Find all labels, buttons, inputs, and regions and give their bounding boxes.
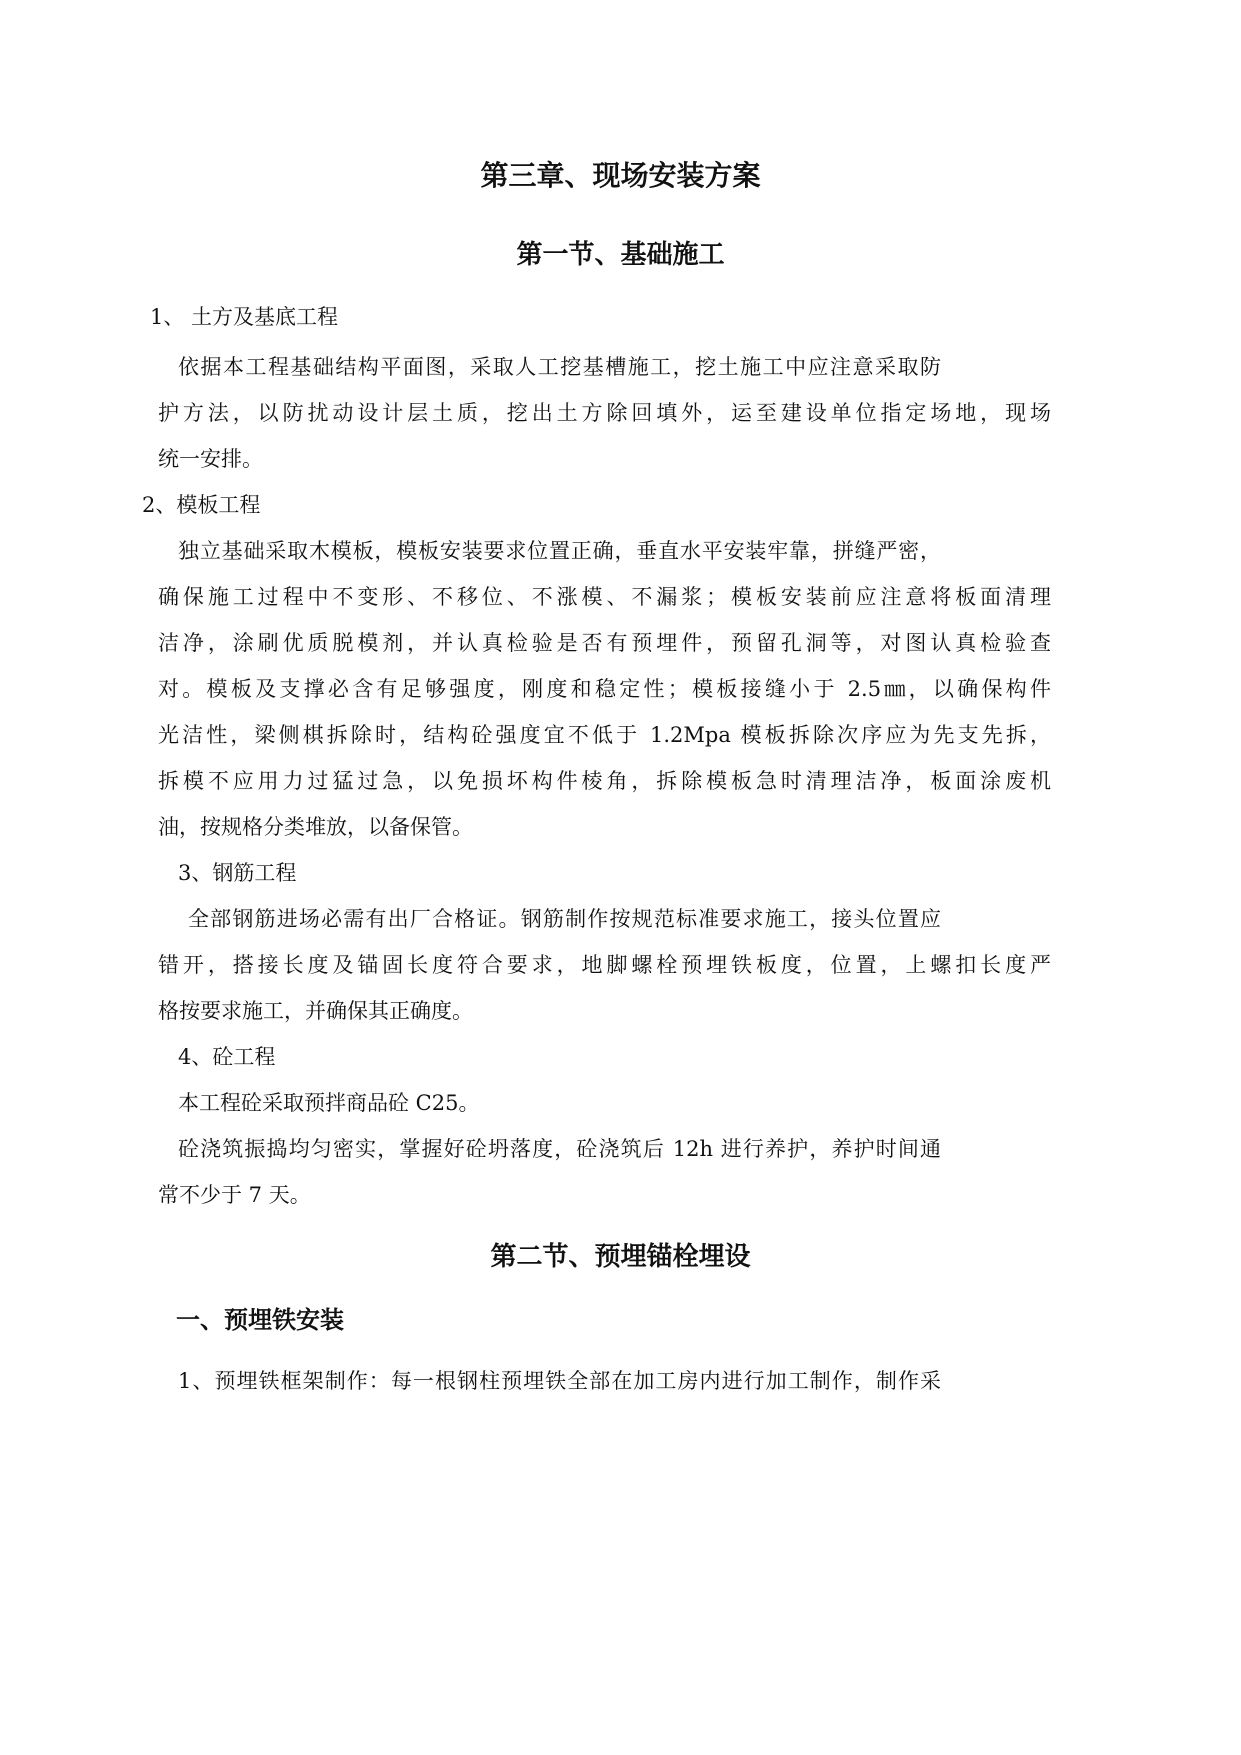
chapter-title: 第三章、现场安装方案 [480,159,761,192]
item-2-line-5: 光洁性，梁侧棋拆除时，结构砼强度宜不低于 1.2Mpa 模板拆除次序应为先支先拆， [158,723,1051,747]
section-1-title: 第一节、基础施工 [516,240,725,270]
item-3-line-2: 错开，搭接长度及锚固长度符合要求，地脚螺栓预埋铁板度，位置，上螺扣长度严 [158,953,1051,977]
item-2-line-4: 对。模板及支撑必含有足够强度，刚度和稳定性；模板接缝小于 2.5㎜，以确保构件 [158,677,1051,701]
item-1-line-1: 依据本工程基础结构平面图，采取人工挖基槽施工，挖土施工中应注意采取防 [178,355,941,379]
item-4-line-3: 常不少于 7 天。 [158,1183,311,1207]
item-2-line-7: 油，按规格分类堆放，以备保管。 [158,815,473,839]
item-4-line-2: 砼浇筑振捣均匀密实，掌握好砼坍落度，砼浇筑后 12h 进行养护，养护时间通 [178,1137,941,1161]
section-2-title: 第二节、预埋锚栓埋设 [490,1242,751,1272]
item-4-heading: 4、砼工程 [178,1045,276,1069]
item-1-line-3: 统一安排。 [158,447,263,471]
subsection-1-line-1: 1、预埋铁框架制作：每一根钢柱预埋铁全部在加工房内进行加工制作，制作采 [178,1369,941,1393]
item-2-line-3: 洁净，涂刷优质脱模剂，并认真检验是否有预埋件，预留孔洞等，对图认真检验查 [158,631,1051,655]
item-4-line-1: 本工程砼采取预拌商品砼 C25。 [178,1091,480,1115]
item-3-heading: 3、钢筋工程 [178,861,297,885]
item-1-line-2: 护方法，以防扰动设计层土质，挖出土方除回填外，运至建设单位指定场地，现场 [158,401,1051,425]
item-3-line-3: 格按要求施工，并确保其正确度。 [158,999,473,1023]
item-1-heading: 1、 土方及基底工程 [150,305,339,329]
item-3-line-1: 全部钢筋进场必需有出厂合格证。钢筋制作按规范标准要求施工，接头位置应 [188,907,941,931]
item-2-line-2: 确保施工过程中不变形、不移位、不涨模、不漏浆；模板安装前应注意将板面清理 [158,585,1051,609]
item-2-line-1: 独立基础采取木模板，模板安装要求位置正确，垂直水平安装牢靠，拼缝严密， [178,539,941,563]
item-2-heading: 2、模板工程 [142,493,261,517]
item-2-line-6: 拆模不应用力过猛过急，以免损坏构件棱角，拆除模板急时清理洁净，板面涂废机 [158,769,1051,793]
subsection-1-title: 一、预埋铁安装 [176,1305,344,1334]
